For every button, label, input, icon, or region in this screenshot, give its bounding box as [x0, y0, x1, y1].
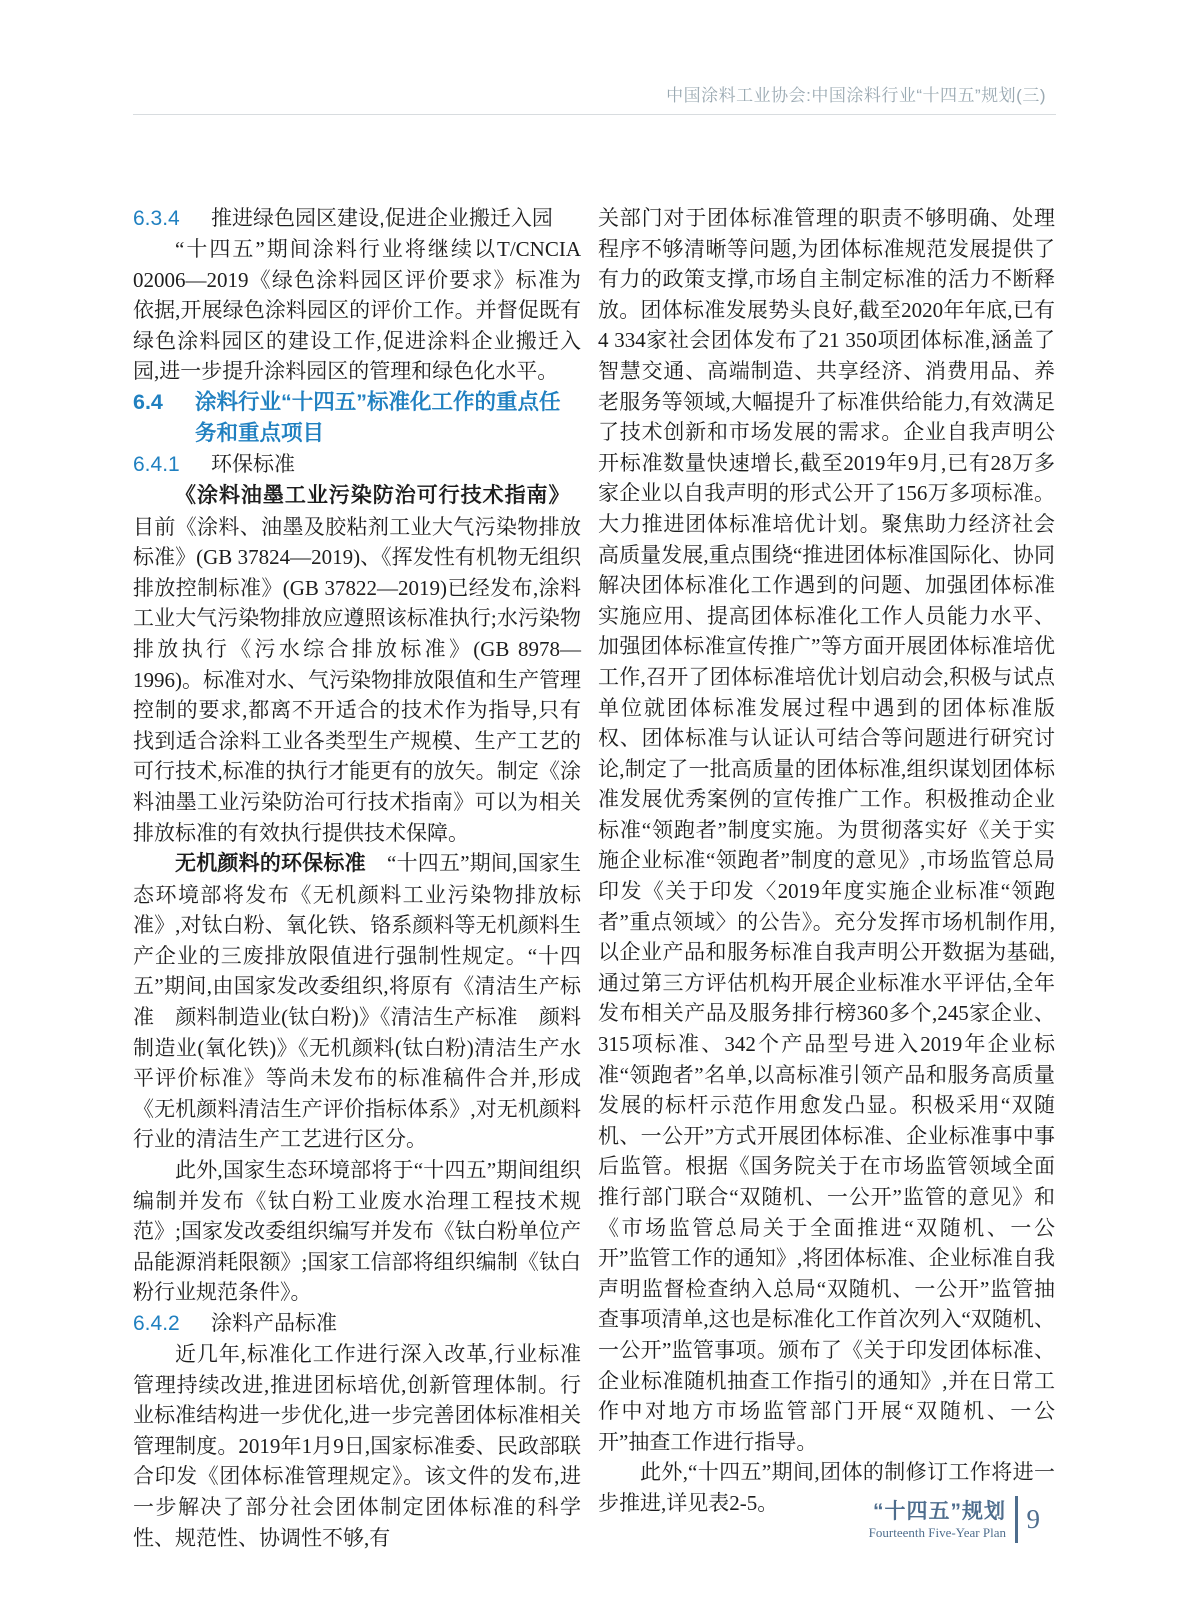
section-title: 涂料行业“十四五”标准化工作的重点任务和重点项目: [195, 389, 561, 445]
header-divider: [133, 114, 1056, 115]
footer-plan-label-cn: “十四五”规划: [873, 1499, 1006, 1523]
paragraph: 此外,国家生态环境部将于“十四五”期间组织编制并发布《钛白粉工业废水治理工程技术规范》;国家发改委组织编写并发布《钛白粉单位产品能源消耗限额》;国家工信部将组织编制《钛白粉行业规范条件》。: [133, 1158, 581, 1305]
paragraph-text: “十四五”期间,国家生态环境部将发布《无机颜料工业污染物排放标准》,对钛白粉、氧化铁、铬系颜料等无机颜料生产企业的三废排放限值进行强制性规定。“十四五”期间,由国家发改委组织,将原有《清洁生产标准 颜料制造业(钛白粉)》《清洁生产标准 颜料制造业(氧化铁)》《无机颜料(钛白粉)清洁生产水平评价标准》等尚未发布的标准稿件合并,形成《无机颜料清洁生产评价指标体系》,对无机颜料行业的清洁生产工艺进行区分。: [133, 851, 581, 1152]
footer-divider-bar: [1015, 1496, 1018, 1543]
page-header-title: 中国涂料工业协会:中国涂料行业“十四五”规划(三): [666, 86, 1046, 105]
paragraph-lead: 无机颜料的环保标准: [175, 852, 366, 876]
page-footer: [869, 1496, 1040, 1543]
section-heading-6-4-1: [133, 449, 581, 480]
page-number: 9: [1026, 1504, 1040, 1534]
section-heading-6-4-2: [133, 1308, 581, 1339]
paragraph: 此外,“十四五”期间,团体的制修订工作将进一步推进,详见表2-5。: [598, 1460, 1055, 1515]
two-column-content: [133, 203, 1055, 1553]
section-heading-6-3-4: [133, 203, 581, 234]
section-title: 涂料产品标准: [211, 1312, 337, 1335]
section-number: 6.4.1: [133, 452, 180, 476]
paragraph-continuation: 关部门对于团体标准管理的职责不够明确、处理程序不够清晰等问题,为团体标准规范发展提供了有力的政策支撑,市场自主制定标准的活力不断释放。团体标准发展势头良好,截至2020年年底,已有4 334家社会团体发布了21 350项团体标准,涵盖了智慧交通、高端制造、共享经济、消费用品、养老服务等领域,大幅提升了标准供给能力,有效满足了技术创新和市场发展的需求。企业自我声明公开标准数量快速增长,截至2019年9月,已有28万多家企业以自我声明的形式公开了156万多项标准。大力推进团体标准培优计划。聚焦助力经济社会高质量发展,重点围绕“推进团体标准国际化、协同解决团体标准化工作遇到的问题、加强团体标准实施应用、提高团体标准化工作人员能力水平、加强团体标准宣传推广”等方面开展团体标准培优工作,召开了团体标准培优计划启动会,积极与试点单位就团体标准发展过程中遇到的团体标准版权、团体标准与认证认可结合等问题进行研究讨论,制定了一批高质量的团体标准,组织谋划团体标准发展优秀案例的宣传推广工作。积极推动企业标准“领跑者”制度实施。为贯彻落实好《关于实施企业标准“领跑者”制度的意见》,市场监管总局印发《关于印发〈2019年度实施企业标准“领跑者”重点领域〉的公告》。充分发挥市场机制作用,以企业产品和服务标准自我声明公开数据为基础,通过第三方评估机构开展企业标准水平评估,全年发布相关产品及服务排行榜360多个,245家企业、315项标准、342个产品型号进入2019年企业标准“领跑者”名单,以高标准引领产品和服务高质量发展的标杆示范作用愈发凸显。积极采用“双随机、一公开”方式开展团体标准、企业标准事中事后监管。根据《国务院关于在市场监管领域全面推行部门联合“双随机、一公开”监管的意见》和《市场监管总局关于全面推进“双随机、一公开”监管工作的通知》,将团体标准、企业标准自我声明监督检查纳入总局“双随机、一公开”监管抽查事项清单,这也是标准化工作首次列入“双随机、一公开”监管事项。颁布了《关于印发团体标准、企业标准随机抽查工作指引的通知》,并在日常工作中对地方市场监管部门开展“双随机、一公开”抽查工作进行指导。: [598, 206, 1055, 1454]
left-column: [133, 203, 581, 1553]
right-column: [598, 203, 1055, 1553]
footer-plan-label-en: Fourteenth Five-Year Plan: [868, 1524, 1006, 1540]
section-heading-6-4: [133, 387, 581, 449]
paragraph-lead: 《涂料油墨工业污染防治可行技术指南》: [175, 483, 560, 507]
footer-labels: [869, 1499, 1006, 1541]
paragraph: [133, 848, 581, 1155]
paragraph: [133, 480, 581, 848]
section-title: 环保标准: [211, 452, 295, 476]
section-number: 6.3.4: [133, 207, 180, 230]
section-number: 6.4: [133, 389, 163, 414]
section-title: 推进绿色园区建设,促进企业搬迁入园: [211, 207, 553, 230]
section-number: 6.4.2: [133, 1312, 180, 1335]
paragraph: “十四五”期间涂料行业将继续以T/CNCIA 02006—2019《绿色涂料园区评价要求》标准为依据,开展绿色涂料园区的评价工作。并督促既有绿色涂料园区的建设工作,促进涂料企业搬迁入园,进一步提升涂料园区的管理和绿色化水平。: [133, 237, 581, 384]
paragraph-text: 目前《涂料、油墨及胶粘剂工业大气污染物排放标准》(GB 37824—2019)、《挥发性有机物无组织排放控制标准》(GB 37822—2019)已经发布,涂料工业大气污染物排放应遵照该标准执行;水污染物排放执行《污水综合排放标准》(GB 8978—1996)。标准对水、气污染物排放限值和生产管理控制的要求,都离不开适合的技术作为指导,只有找到适合涂料工业各类型生产规模、生产工艺的可行技术,标准的执行才能更有的放矢。制定《涂料油墨工业污染防治可行技术指南》可以为相关排放标准的有效执行提供技术保障。: [133, 482, 581, 845]
paragraph: 近几年,标准化工作进行深入改革,行业标准管理持续改进,推进团标培优,创新管理体制。行业标准结构进一步优化,进一步完善团体标准相关管理制度。2019年1月9日,国家标准委、民政部联合印发《团体标准管理规定》。该文件的发布,进一步解决了部分社会团体制定团体标准的科学性、规范性、协调性不够,有: [133, 1342, 581, 1550]
